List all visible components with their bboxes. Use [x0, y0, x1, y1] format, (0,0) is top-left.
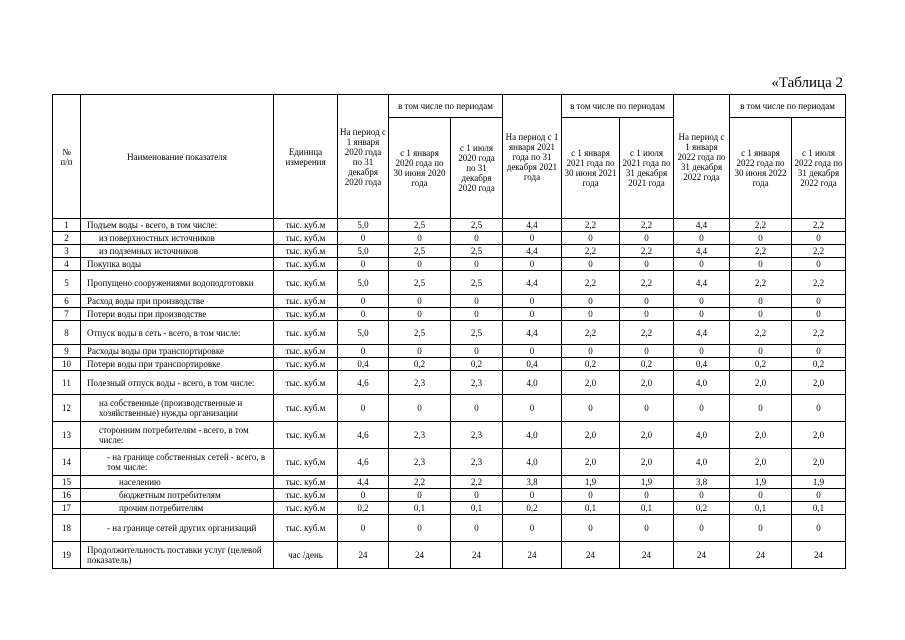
- value-cell: 2,0: [792, 449, 846, 476]
- indicator-name: Покупка воды: [81, 258, 274, 271]
- indicator-name: Отпуск воды в сеть - всего, в том числе:: [81, 321, 274, 345]
- value-cell: 1,9: [620, 476, 674, 489]
- value-cell: 0: [730, 515, 792, 542]
- header-unit: Единица измерения: [274, 95, 338, 219]
- value-cell: 2,2: [620, 245, 674, 258]
- header-period-2020-group: в том числе по периодам: [389, 95, 503, 118]
- value-cell: 0: [503, 489, 562, 502]
- header-num: № п/п: [53, 95, 81, 219]
- row-number: 5: [53, 271, 81, 295]
- value-cell: 0: [730, 308, 792, 321]
- indicator-name: сторонним потребителям - всего, в том числе:: [81, 422, 274, 449]
- value-cell: 0: [620, 395, 674, 422]
- indicator-name: прочим потребителям: [81, 502, 274, 515]
- value-cell: 0,2: [338, 502, 389, 515]
- value-cell: 0: [389, 345, 451, 358]
- value-cell: 2,2: [389, 476, 451, 489]
- unit: час /день: [274, 542, 338, 569]
- value-cell: 0: [389, 295, 451, 308]
- value-cell: 0: [620, 489, 674, 502]
- value-cell: 0: [792, 295, 846, 308]
- value-cell: 0,2: [451, 358, 503, 371]
- value-cell: 0,2: [792, 358, 846, 371]
- value-cell: 0: [730, 489, 792, 502]
- value-cell: 0: [338, 295, 389, 308]
- value-cell: 0: [503, 395, 562, 422]
- row-number: 14: [53, 449, 81, 476]
- value-cell: 0: [503, 295, 562, 308]
- value-cell: 2,5: [389, 271, 451, 295]
- table-row: [53, 476, 846, 489]
- unit: тыс. куб.м: [274, 502, 338, 515]
- indicator-name: на собственные (производственные и хозяйственные) нужды организации: [81, 395, 274, 422]
- table-row: [53, 271, 846, 295]
- value-cell: 0: [792, 345, 846, 358]
- value-cell: 0: [389, 489, 451, 502]
- unit: тыс. куб.м: [274, 219, 338, 232]
- value-cell: 0: [674, 295, 730, 308]
- value-cell: 24: [620, 542, 674, 569]
- value-cell: 0,4: [503, 358, 562, 371]
- value-cell: 2,2: [792, 245, 846, 258]
- unit: тыс. куб.м: [274, 371, 338, 395]
- unit: тыс. куб.м: [274, 321, 338, 345]
- header-period-2020-h2: с 1 июля 2020 года по 31 декабря 2020 года: [451, 118, 503, 219]
- value-cell: 0: [562, 295, 620, 308]
- indicator-name: бюджетным потребителям: [81, 489, 274, 502]
- table-row: [53, 422, 846, 449]
- unit: тыс. куб.м: [274, 295, 338, 308]
- indicator-name: Расходы воды при транспортировке: [81, 345, 274, 358]
- value-cell: 0,1: [730, 502, 792, 515]
- row-number: 1: [53, 219, 81, 232]
- value-cell: 2,3: [451, 449, 503, 476]
- value-cell: 0: [451, 489, 503, 502]
- value-cell: 0: [620, 295, 674, 308]
- value-cell: 2,2: [562, 245, 620, 258]
- unit: тыс. куб.м: [274, 271, 338, 295]
- value-cell: 2,5: [451, 245, 503, 258]
- table-body: [53, 219, 846, 569]
- value-cell: 0: [792, 395, 846, 422]
- value-cell: 2,2: [730, 219, 792, 232]
- value-cell: 4,0: [503, 449, 562, 476]
- value-cell: 0,2: [389, 358, 451, 371]
- header-period-2021-h1: с 1 января 2021 года по 30 июня 2021 года: [562, 118, 620, 219]
- table-title: «Таблица 2: [771, 75, 843, 91]
- value-cell: 2,3: [389, 449, 451, 476]
- unit: тыс. куб.м: [274, 515, 338, 542]
- table-row: [53, 502, 846, 515]
- value-cell: 0: [730, 232, 792, 245]
- unit: тыс. куб.м: [274, 358, 338, 371]
- value-cell: 0: [792, 515, 846, 542]
- indicator-name: Потери воды при транспортировке: [81, 358, 274, 371]
- value-cell: 0: [792, 232, 846, 245]
- table-row: [53, 515, 846, 542]
- value-cell: 0: [562, 345, 620, 358]
- value-cell: 2,5: [451, 219, 503, 232]
- value-cell: 0: [451, 308, 503, 321]
- value-cell: 0: [338, 308, 389, 321]
- value-cell: 0,2: [562, 358, 620, 371]
- table-row: [53, 321, 846, 345]
- value-cell: 2,0: [730, 371, 792, 395]
- value-cell: 0: [451, 295, 503, 308]
- value-cell: 0: [562, 232, 620, 245]
- value-cell: 0: [674, 258, 730, 271]
- value-cell: 5,0: [338, 219, 389, 232]
- value-cell: 0,2: [730, 358, 792, 371]
- table-row: [53, 489, 846, 502]
- value-cell: 0: [792, 258, 846, 271]
- value-cell: 0: [730, 345, 792, 358]
- value-cell: 2,0: [562, 449, 620, 476]
- value-cell: 0: [338, 515, 389, 542]
- indicator-name: - на границе сетей других организаций: [81, 515, 274, 542]
- value-cell: 4,6: [338, 449, 389, 476]
- value-cell: 0: [389, 395, 451, 422]
- value-cell: 0: [503, 515, 562, 542]
- header-period-2022-h2: с 1 июля 2022 года по 31 декабря 2022 года: [792, 118, 846, 219]
- indicator-name: Подъем воды - всего, в том числе:: [81, 219, 274, 232]
- value-cell: 2,5: [389, 321, 451, 345]
- value-cell: 0: [338, 489, 389, 502]
- unit: тыс. куб.м: [274, 395, 338, 422]
- value-cell: 4,0: [674, 371, 730, 395]
- value-cell: 24: [730, 542, 792, 569]
- header-period-2021-total: На период с 1 января 2021 года по 31 декабря 2021 года: [503, 95, 562, 219]
- unit: тыс. куб.м: [274, 345, 338, 358]
- value-cell: 0,4: [338, 358, 389, 371]
- value-cell: 0: [674, 308, 730, 321]
- value-cell: 0: [620, 308, 674, 321]
- value-cell: 2,2: [792, 321, 846, 345]
- value-cell: 4,6: [338, 371, 389, 395]
- header-period-2020-total: На период с 1 января 2020 года по 31 декабря 2020 года: [338, 95, 389, 219]
- value-cell: 0,1: [620, 502, 674, 515]
- indicator-name: из подземных источников: [81, 245, 274, 258]
- value-cell: 0,1: [562, 502, 620, 515]
- value-cell: 0: [674, 232, 730, 245]
- row-number: 15: [53, 476, 81, 489]
- value-cell: 2,0: [730, 422, 792, 449]
- value-cell: 24: [562, 542, 620, 569]
- value-cell: 4,4: [338, 476, 389, 489]
- table-row: [53, 219, 846, 232]
- indicator-name: Продолжительность поставки услуг (целевой показатель): [81, 542, 274, 569]
- value-cell: 2,0: [730, 449, 792, 476]
- value-cell: 0: [338, 232, 389, 245]
- value-cell: 0: [389, 515, 451, 542]
- value-cell: 4,4: [674, 219, 730, 232]
- value-cell: 5,0: [338, 271, 389, 295]
- header-period-2021-h2: с 1 июля 2021 года по 31 декабря 2021 года: [620, 118, 674, 219]
- table-row: [53, 542, 846, 569]
- header-period-2021-group: в том числе по периодам: [562, 95, 674, 118]
- row-number: 10: [53, 358, 81, 371]
- value-cell: 0: [503, 232, 562, 245]
- value-cell: 0,4: [674, 358, 730, 371]
- table-row: [53, 245, 846, 258]
- value-cell: 2,5: [451, 321, 503, 345]
- row-number: 19: [53, 542, 81, 569]
- value-cell: 0: [338, 395, 389, 422]
- value-cell: 2,0: [562, 422, 620, 449]
- value-cell: 4,4: [674, 321, 730, 345]
- header-period-2020-h1: с 1 января 2020 года по 30 июня 2020 года: [389, 118, 451, 219]
- table-row: [53, 371, 846, 395]
- value-cell: 0: [562, 489, 620, 502]
- value-cell: 0,2: [620, 358, 674, 371]
- value-cell: 0,1: [451, 502, 503, 515]
- header-period-2022-group: в том числе по периодам: [730, 95, 846, 118]
- value-cell: 1,9: [730, 476, 792, 489]
- value-cell: 2,2: [620, 321, 674, 345]
- value-cell: 24: [451, 542, 503, 569]
- value-cell: 5,0: [338, 245, 389, 258]
- value-cell: 0: [562, 515, 620, 542]
- value-cell: 2,5: [389, 245, 451, 258]
- value-cell: 0: [338, 258, 389, 271]
- header-period-2022-total: На период с 1 января 2022 года по 31 декабря 2022 года: [674, 95, 730, 219]
- indicator-name: Потери воды при производстве: [81, 308, 274, 321]
- value-cell: 0: [674, 515, 730, 542]
- value-cell: 0,2: [503, 502, 562, 515]
- value-cell: 2,0: [562, 371, 620, 395]
- unit: тыс. куб.м: [274, 308, 338, 321]
- row-number: 12: [53, 395, 81, 422]
- value-cell: 3,8: [503, 476, 562, 489]
- value-cell: 0: [620, 515, 674, 542]
- indicator-name: населению: [81, 476, 274, 489]
- value-cell: 4,4: [503, 245, 562, 258]
- value-cell: 2,2: [730, 245, 792, 258]
- value-cell: 2,3: [389, 371, 451, 395]
- table-row: [53, 295, 846, 308]
- value-cell: 2,3: [451, 371, 503, 395]
- value-cell: 2,3: [389, 422, 451, 449]
- indicator-name: Пропущено сооружениями водоподготовки: [81, 271, 274, 295]
- value-cell: 0: [620, 345, 674, 358]
- value-cell: 2,5: [389, 219, 451, 232]
- value-cell: 2,3: [451, 422, 503, 449]
- row-number: 18: [53, 515, 81, 542]
- unit: тыс. куб.м: [274, 245, 338, 258]
- value-cell: 2,0: [792, 371, 846, 395]
- value-cell: 4,4: [503, 271, 562, 295]
- value-cell: 0: [451, 345, 503, 358]
- value-cell: 4,6: [338, 422, 389, 449]
- value-cell: 0,1: [792, 502, 846, 515]
- row-number: 2: [53, 232, 81, 245]
- value-cell: 0: [674, 489, 730, 502]
- value-cell: 2,0: [620, 422, 674, 449]
- row-number: 7: [53, 308, 81, 321]
- value-cell: 24: [674, 542, 730, 569]
- value-cell: 0: [730, 395, 792, 422]
- value-cell: 0: [674, 395, 730, 422]
- value-cell: 0: [451, 395, 503, 422]
- value-cell: 0: [338, 345, 389, 358]
- table-row: [53, 232, 846, 245]
- value-cell: 2,0: [620, 449, 674, 476]
- value-cell: 0: [503, 258, 562, 271]
- value-cell: 4,4: [503, 219, 562, 232]
- header-row-1: [53, 95, 846, 118]
- value-cell: 0: [389, 232, 451, 245]
- value-cell: 5,0: [338, 321, 389, 345]
- value-cell: 24: [503, 542, 562, 569]
- table-row: [53, 258, 846, 271]
- unit: тыс. куб.м: [274, 489, 338, 502]
- value-cell: 4,4: [503, 321, 562, 345]
- indicator-name: из поверхностных источников: [81, 232, 274, 245]
- indicator-name: Расход воды при производстве: [81, 295, 274, 308]
- value-cell: 4,0: [674, 449, 730, 476]
- value-cell: 2,0: [620, 371, 674, 395]
- table-row: [53, 358, 846, 371]
- row-number: 13: [53, 422, 81, 449]
- value-cell: 0: [620, 232, 674, 245]
- value-cell: 2,2: [620, 271, 674, 295]
- value-cell: 2,0: [792, 422, 846, 449]
- indicator-name: - на границе собственных сетей - всего, в том числе:: [81, 449, 274, 476]
- row-number: 3: [53, 245, 81, 258]
- row-number: 11: [53, 371, 81, 395]
- value-cell: 0: [562, 395, 620, 422]
- value-cell: 3,8: [674, 476, 730, 489]
- value-cell: 0: [451, 232, 503, 245]
- value-cell: 2,5: [451, 271, 503, 295]
- value-cell: 1,9: [562, 476, 620, 489]
- value-cell: 0: [730, 258, 792, 271]
- table-row: [53, 308, 846, 321]
- value-cell: 4,4: [674, 271, 730, 295]
- row-number: 4: [53, 258, 81, 271]
- header-period-2022-h1: с 1 января 2022 года по 30 июня 2022 года: [730, 118, 792, 219]
- value-cell: 2,2: [451, 476, 503, 489]
- value-cell: 0: [620, 258, 674, 271]
- value-cell: 0: [562, 308, 620, 321]
- value-cell: 2,2: [792, 219, 846, 232]
- value-cell: 0: [792, 308, 846, 321]
- indicator-name: Полезный отпуск воды - всего, в том числе:: [81, 371, 274, 395]
- row-number: 17: [53, 502, 81, 515]
- value-cell: 0,2: [674, 502, 730, 515]
- row-number: 16: [53, 489, 81, 502]
- value-cell: 4,4: [674, 245, 730, 258]
- header-name: Наименование показателя: [81, 95, 274, 219]
- value-cell: 0: [730, 295, 792, 308]
- value-cell: 4,0: [503, 422, 562, 449]
- value-cell: 1,9: [792, 476, 846, 489]
- unit: тыс. куб.м: [274, 232, 338, 245]
- value-cell: 0: [503, 308, 562, 321]
- value-cell: 0: [389, 258, 451, 271]
- value-cell: 2,2: [562, 321, 620, 345]
- value-cell: 24: [389, 542, 451, 569]
- value-cell: 2,2: [730, 321, 792, 345]
- value-cell: 24: [792, 542, 846, 569]
- row-number: 6: [53, 295, 81, 308]
- value-cell: 2,2: [730, 271, 792, 295]
- unit: тыс. куб.м: [274, 476, 338, 489]
- value-cell: 2,2: [562, 271, 620, 295]
- value-cell: 4,0: [503, 371, 562, 395]
- value-cell: 0: [792, 489, 846, 502]
- row-number: 8: [53, 321, 81, 345]
- value-cell: 2,2: [562, 219, 620, 232]
- value-cell: 2,2: [620, 219, 674, 232]
- table-row: [53, 395, 846, 422]
- value-cell: 0: [674, 345, 730, 358]
- value-cell: 4,0: [674, 422, 730, 449]
- table-row: [53, 449, 846, 476]
- value-cell: 24: [338, 542, 389, 569]
- indicators-table: [52, 94, 846, 569]
- value-cell: 2,2: [792, 271, 846, 295]
- value-cell: 0: [562, 258, 620, 271]
- value-cell: 0: [503, 345, 562, 358]
- value-cell: 0: [389, 308, 451, 321]
- unit: тыс. куб.м: [274, 422, 338, 449]
- value-cell: 0: [451, 258, 503, 271]
- unit: тыс. куб.м: [274, 258, 338, 271]
- unit: тыс. куб.м: [274, 449, 338, 476]
- table-row: [53, 345, 846, 358]
- row-number: 9: [53, 345, 81, 358]
- value-cell: 0: [451, 515, 503, 542]
- value-cell: 0,1: [389, 502, 451, 515]
